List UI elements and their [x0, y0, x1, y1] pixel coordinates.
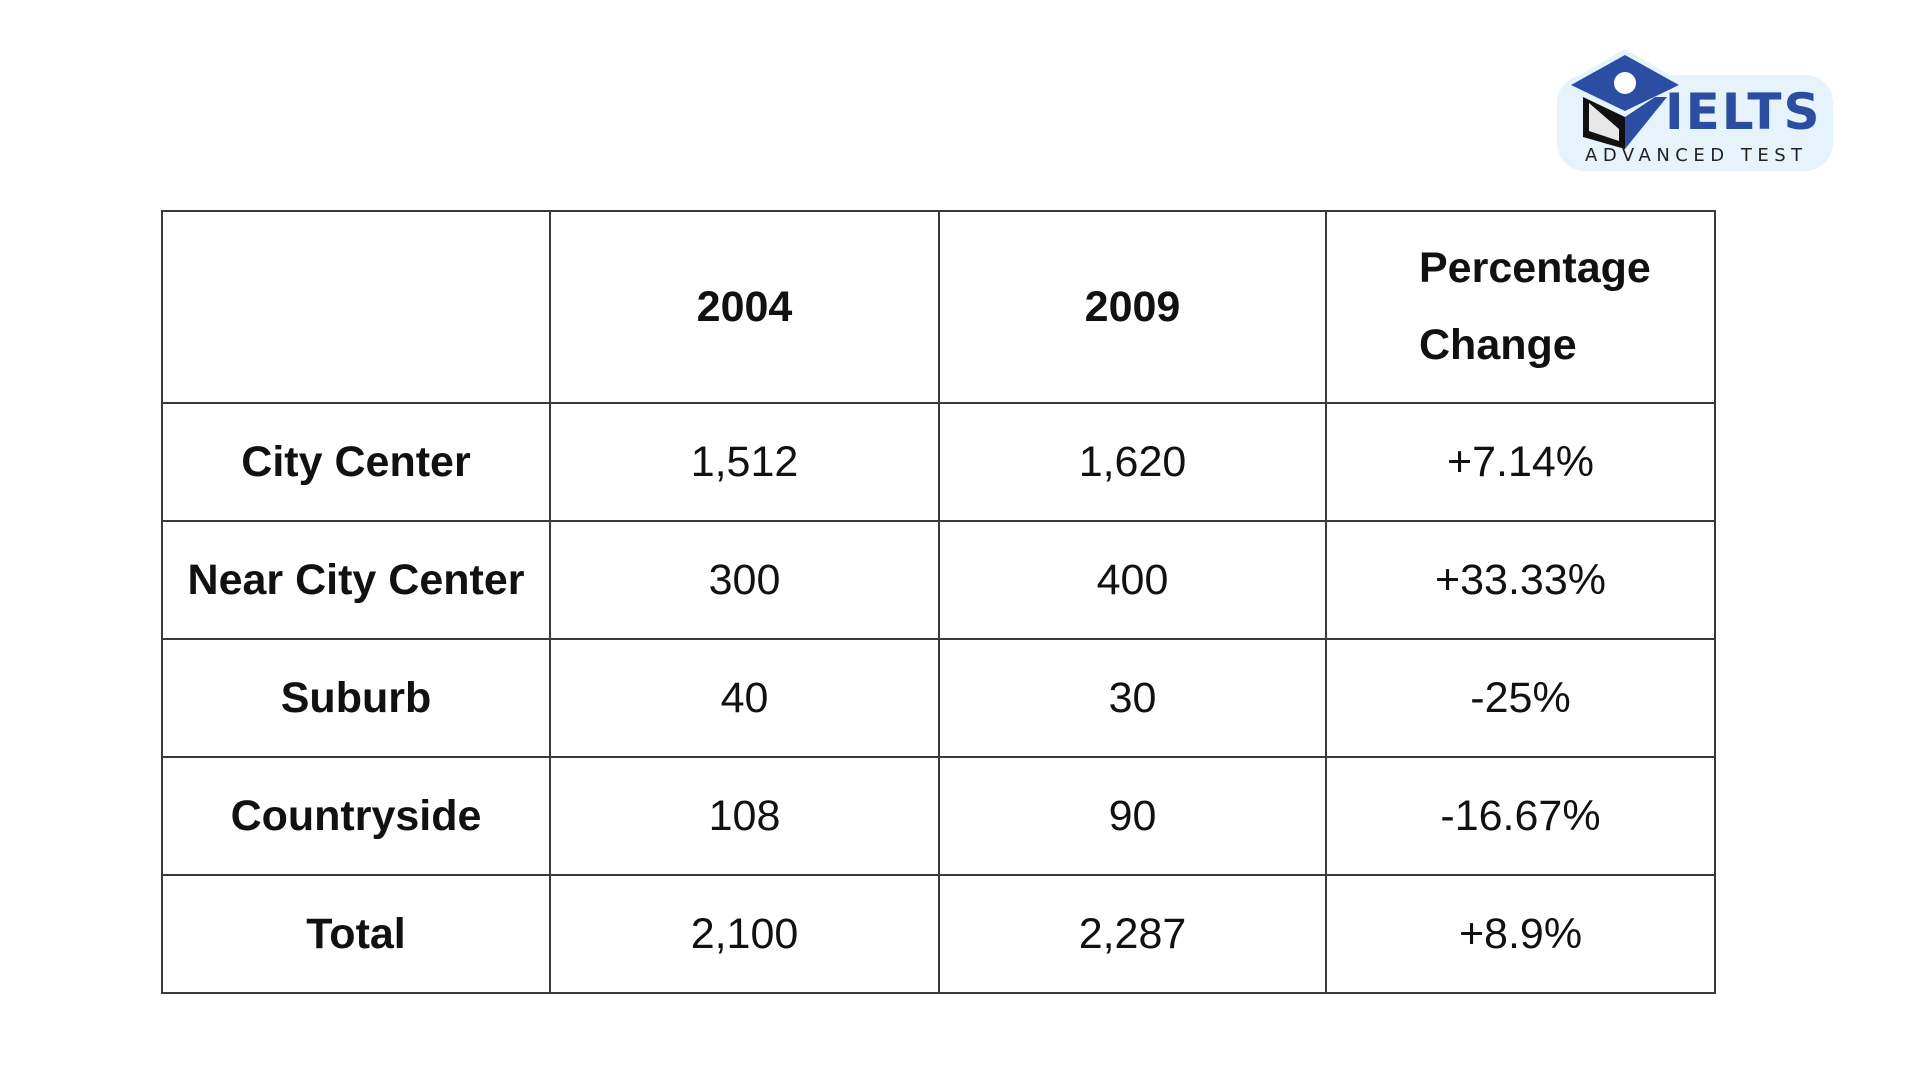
cell-2004: 40	[550, 639, 939, 757]
cell-percentage-change: -16.67%	[1326, 757, 1715, 875]
table-row	[162, 757, 1715, 875]
cell-percentage-change: +33.33%	[1326, 521, 1715, 639]
cell-2004: 2,100	[550, 875, 939, 993]
cell-2009: 1,620	[939, 403, 1326, 521]
header-cell-empty	[162, 211, 550, 403]
table-row	[162, 403, 1715, 521]
header-cell-percentage-change: Percentage Change	[1326, 211, 1715, 403]
row-label: Countryside	[162, 757, 550, 875]
cell-2009: 90	[939, 757, 1326, 875]
cell-2009: 30	[939, 639, 1326, 757]
logo-wordmark: IELTS	[1665, 83, 1822, 141]
header-cell-2009: 2009	[939, 211, 1326, 403]
row-label: Suburb	[162, 639, 550, 757]
row-label: City Center	[162, 403, 550, 521]
cell-percentage-change: +7.14%	[1326, 403, 1715, 521]
cell-2009: 2,287	[939, 875, 1326, 993]
ielts-advanced-test-logo	[1555, 45, 1835, 175]
header-cell-2004: 2004	[550, 211, 939, 403]
logo-subtitle: ADVANCED TEST	[1585, 145, 1808, 166]
row-label: Total	[162, 875, 550, 993]
cell-percentage-change: +8.9%	[1326, 875, 1715, 993]
cell-2009: 400	[939, 521, 1326, 639]
cell-2004: 1,512	[550, 403, 939, 521]
table-row	[162, 875, 1715, 993]
table-row	[162, 521, 1715, 639]
table-row	[162, 639, 1715, 757]
cell-percentage-change: -25%	[1326, 639, 1715, 757]
data-table	[161, 210, 1716, 994]
header-row	[162, 211, 1715, 403]
row-label: Near City Center	[162, 521, 550, 639]
cell-2004: 108	[550, 757, 939, 875]
cell-2004: 300	[550, 521, 939, 639]
